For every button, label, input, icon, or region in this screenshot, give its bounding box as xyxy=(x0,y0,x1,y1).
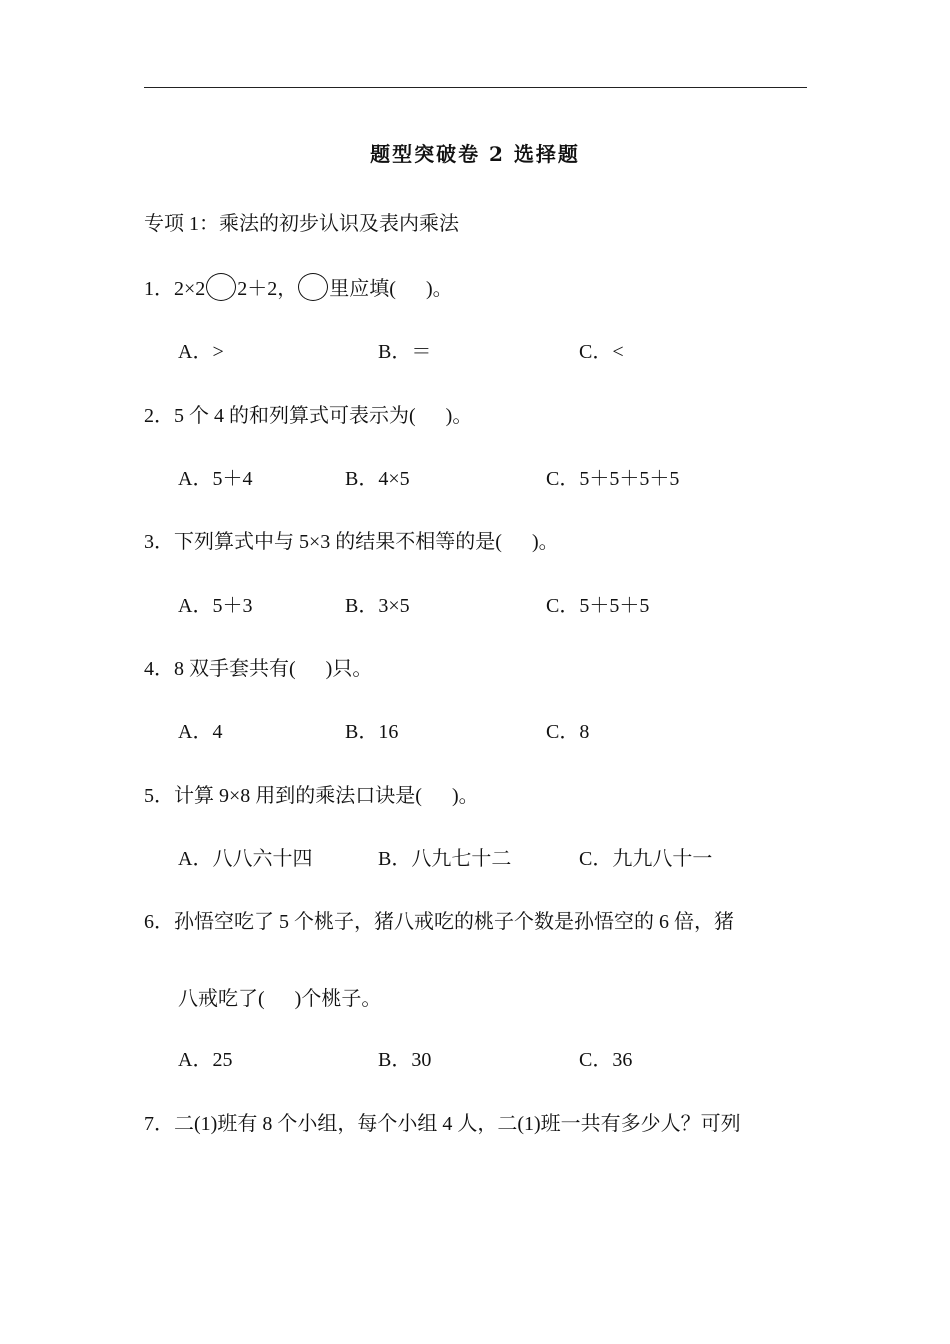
question-number: 5． xyxy=(144,785,174,807)
option-b[interactable]: B．16 xyxy=(345,721,399,743)
question-2 xyxy=(144,402,472,430)
option-c[interactable]: C．< xyxy=(579,341,624,363)
question-number: 3． xyxy=(144,531,174,553)
question-5 xyxy=(144,782,479,810)
option-a[interactable]: A．> xyxy=(178,341,224,363)
question-text: 2×2 xyxy=(174,278,206,300)
question-text: )。 xyxy=(531,531,559,553)
circle-symbol xyxy=(298,273,328,301)
question-text: )。 xyxy=(451,785,479,807)
option-b[interactable]: B．30 xyxy=(378,1049,432,1071)
page-title: 题型突破卷 2 选择题 xyxy=(370,142,580,166)
question-text: 孙悟空吃了 5 个桃子，猪八戒吃的桃子个数是孙悟空的 6 倍，猪 xyxy=(174,911,734,933)
option-a[interactable]: A．5＋4 xyxy=(178,468,253,490)
question-7 xyxy=(144,1110,741,1138)
question-number: 2． xyxy=(144,405,174,427)
option-a[interactable]: A．4 xyxy=(178,721,223,743)
option-b[interactable]: B．八九七十二 xyxy=(378,848,512,870)
question-6 xyxy=(144,908,734,936)
question-4 xyxy=(144,655,372,683)
question-1 xyxy=(144,273,453,303)
question-text: 里应填( xyxy=(329,278,396,300)
section-heading: 专项 1：乘法的初步认识及表内乘法 xyxy=(144,213,459,235)
option-c[interactable]: C．九九八十一 xyxy=(579,848,713,870)
option-c[interactable]: C．5＋5＋5＋5 xyxy=(546,468,680,490)
question-number: 6． xyxy=(144,911,174,933)
question-text: 下列算式中与 5×3 的结果不相等的是( xyxy=(174,531,502,553)
question-text: 二(1)班有 8 个小组，每个小组 4 人，二(1)班一共有多少人？可列 xyxy=(174,1113,741,1135)
option-a[interactable]: A．5＋3 xyxy=(178,595,253,617)
option-b[interactable]: B．4×5 xyxy=(345,468,410,490)
question-text: )个桃子。 xyxy=(294,988,382,1010)
question-text: 5 个 4 的和列算式可表示为( xyxy=(174,405,416,427)
answer-circle[interactable] xyxy=(206,273,236,301)
question-text: )。 xyxy=(425,278,453,300)
question-number: 4． xyxy=(144,658,174,680)
question-3 xyxy=(144,528,559,556)
question-text: )只。 xyxy=(325,658,373,680)
option-a[interactable]: A．八八六十四 xyxy=(178,848,313,870)
question-text: )。 xyxy=(445,405,473,427)
option-b[interactable]: B．＝ xyxy=(378,341,432,363)
question-6-continued xyxy=(178,985,381,1013)
option-b[interactable]: B．3×5 xyxy=(345,595,410,617)
question-number: 1． xyxy=(144,278,174,300)
question-text: 8 双手套共有( xyxy=(174,658,296,680)
question-text: 八戒吃了( xyxy=(178,988,265,1010)
option-c[interactable]: C．5＋5＋5 xyxy=(546,595,650,617)
option-c[interactable]: C．8 xyxy=(546,721,590,743)
option-a[interactable]: A．25 xyxy=(178,1049,233,1071)
question-text: 2＋2， xyxy=(237,278,298,300)
question-number: 7． xyxy=(144,1113,174,1135)
header-rule xyxy=(144,87,807,88)
question-text: 计算 9×8 用到的乘法口诀是( xyxy=(174,785,422,807)
option-c[interactable]: C．36 xyxy=(579,1049,633,1071)
